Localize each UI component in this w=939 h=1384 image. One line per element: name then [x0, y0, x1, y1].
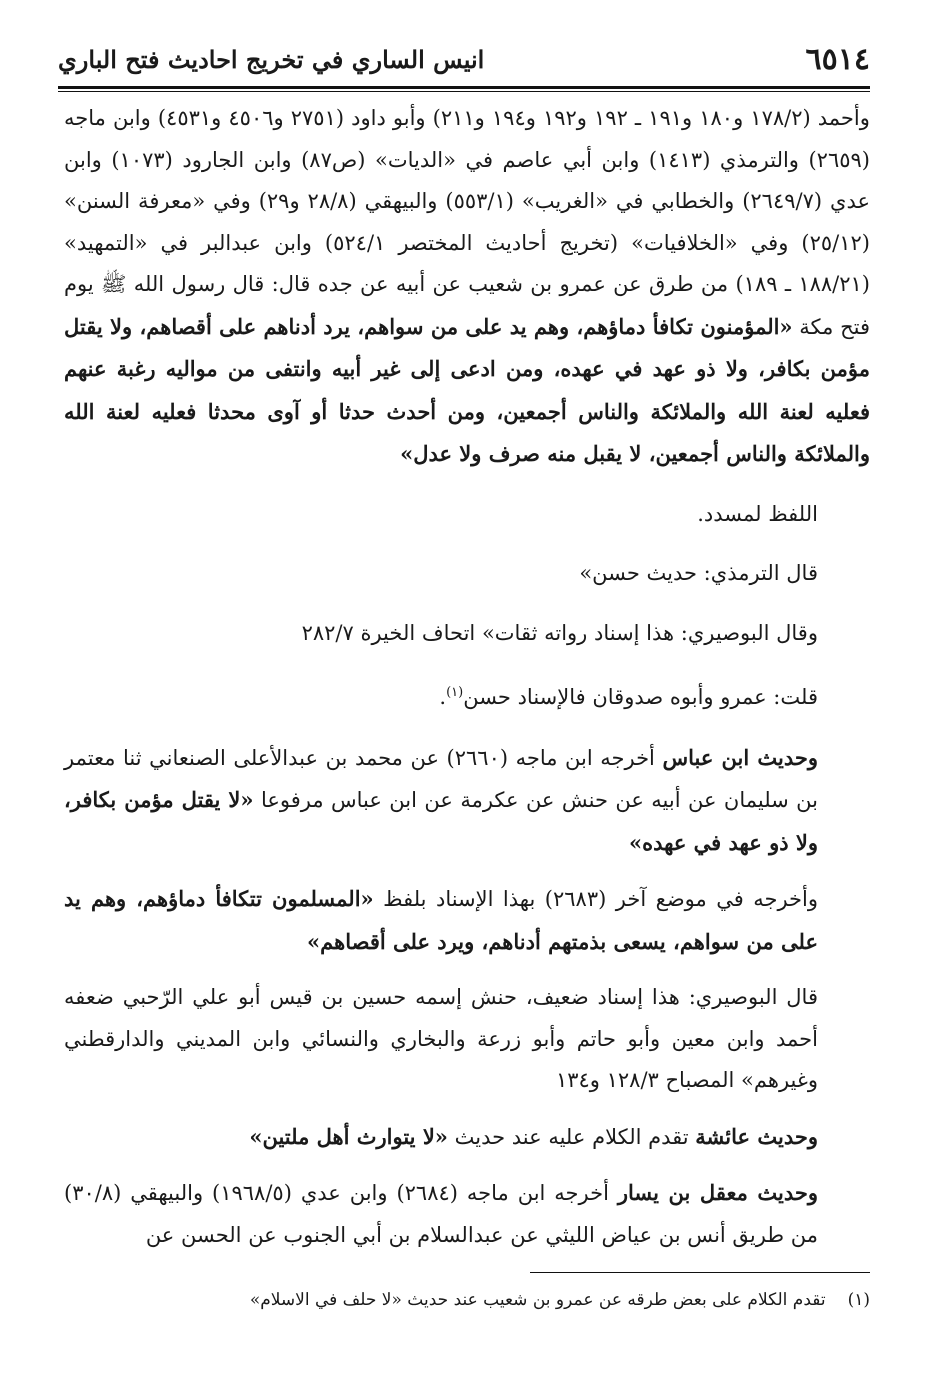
page-number: ٦٥١٤	[805, 41, 870, 77]
hadith-quote: «لا يقتل مؤمن بكافر، ولا ذو عهد في عهده»	[64, 787, 818, 855]
paragraph-text: وأخرجه في موضع آخر (٢٦٨٣) بهذا الإسناد بلفظ	[373, 887, 819, 911]
footnote	[64, 1286, 870, 1314]
hadith-quote: «المسلمون تتكافأ دماؤهم، وهم يد على من سواهم، يسعى بذمتهم أدناهم، ويرد على أقصاهم»	[64, 886, 818, 954]
hadith-quote: «المؤمنون تكافأ دماؤهم، وهم يد على من سواهم، يرد أدناهم على أقصاهم، ولا يقتل مؤمن بكافر، ولا ذو عهد في عهده، ومن ادعى إلى غير أبيه وانتفى من مواليه رغبة عنهم فعليه لعنة الله والملائكة والناس أجمعين، ومن أحدث حدثا أو آوى محدثا فعليه لعنة الله والملائكة والناس أجمعين، لا يقبل منه صرف ولا عدل»	[64, 313, 870, 466]
paragraph-aisha	[64, 1116, 870, 1159]
hadith-heading: وحديث معقل بن يسار	[617, 1180, 818, 1205]
paragraph-maqil	[64, 1172, 870, 1256]
footnote-ref: (١)	[446, 685, 464, 700]
paragraph-tirmidhi: قال الترمذي: حديث حسن»	[579, 561, 818, 585]
header-rule	[58, 86, 870, 89]
main-text	[64, 98, 870, 1256]
paragraph-other-place	[64, 878, 870, 963]
paragraph-hadith-takhrij	[64, 98, 870, 476]
paragraph-text: تقدم الكلام عليه عند حديث	[447, 1124, 696, 1149]
hadith-heading: وحديث ابن عباس	[662, 744, 818, 770]
running-title: انيس الساري في تخريج احاديث فتح الباري	[58, 44, 485, 74]
footnote-text: تقدم الكلام على بعض طرقه عن عمرو بن شعيب عند حديث «لا حلف في الاسلام»	[249, 1290, 826, 1310]
paragraph-busiri-weak: قال البوصيري: هذا إسناد ضعيف، حنش إسمه حسين بن قيس أبو علي الرّحبي ضعفه أحمد وابن معين وأبو حاتم وأبو زرعة والبخاري والنسائي وابن المديني والدارقطني وغيرهم» المصباح ١٢٨/٣ و١٣٤	[64, 985, 818, 1092]
paragraph-verdict	[64, 672, 870, 719]
verdict-text: قلت: عمرو وأبوه صدوقان فالإسناد حسن	[463, 685, 818, 709]
page-header	[58, 34, 870, 84]
hadith-quote: «لا يتوارث أهل ملتين»	[249, 1123, 448, 1149]
paragraph-busiri: وقال البوصيري: هذا إسناد رواته ثقات» اتحاف الخيرة ٢٨٢/٧	[301, 620, 818, 645]
paragraph-text: أخرجه ابن ماجه (٢٦٦٠) عن محمد بن عبدالأعلى الصنعاني ثنا معتمر بن سليمان عن أبيه عن حنش عن عكرمة عن ابن عباس مرفوعا	[64, 745, 818, 812]
footnote-rule	[530, 1272, 870, 1273]
header-rule-thin	[58, 91, 870, 92]
verdict-end: .	[439, 685, 447, 709]
paragraph-wording-note: اللفظ لمسدد.	[697, 501, 818, 526]
paragraph-ibn-abbas	[64, 737, 870, 865]
paragraph-text: وأحمد (١٧٨/٢ و١٨٠ و١٩١ ـ ١٩٢ و١٩٢ و١٩٤ و٢١١) وأبو داود (٢٧٥١ و٤٥٠٦ و٤٥٣١) وابن ماجه (٢٦٥٩) والترمذي (١٤١٣) وابن أبي عاصم في «الديات» (ص٨٧) وابن الجارود (١٠٧٣) وابن عدي (٢٦٤٩/٧) والخطابي في «الغريب» (٥٥٣/١) والبيهقي (٢٨/٨ و٢٩) وفي «معرفة السنن» (٢٥/١٢) وفي «الخلافيات» (تخريج أحاديث المختصر ٥٢٤/١) وابن عبدالبر في «التمهيد» (١٨٨/٢١ ـ ١٨٩) من طرق عن عمرو بن شعيب عن أبيه عن جده قال: قال رسول الله ﷺ يوم فتح مكة	[64, 106, 870, 339]
paragraph-text: أخرجه ابن ماجه (٢٦٨٤) وابن عدي (١٩٦٨/٥) والبيهقي (٣٠/٨) من طريق أنس بن عياض الليثي عن عبدالسلام بن أبي الجنوب عن الحسن عن	[64, 1181, 818, 1247]
hadith-heading: وحديث عائشة	[695, 1123, 818, 1149]
footnote-number: (١)	[847, 1290, 870, 1310]
